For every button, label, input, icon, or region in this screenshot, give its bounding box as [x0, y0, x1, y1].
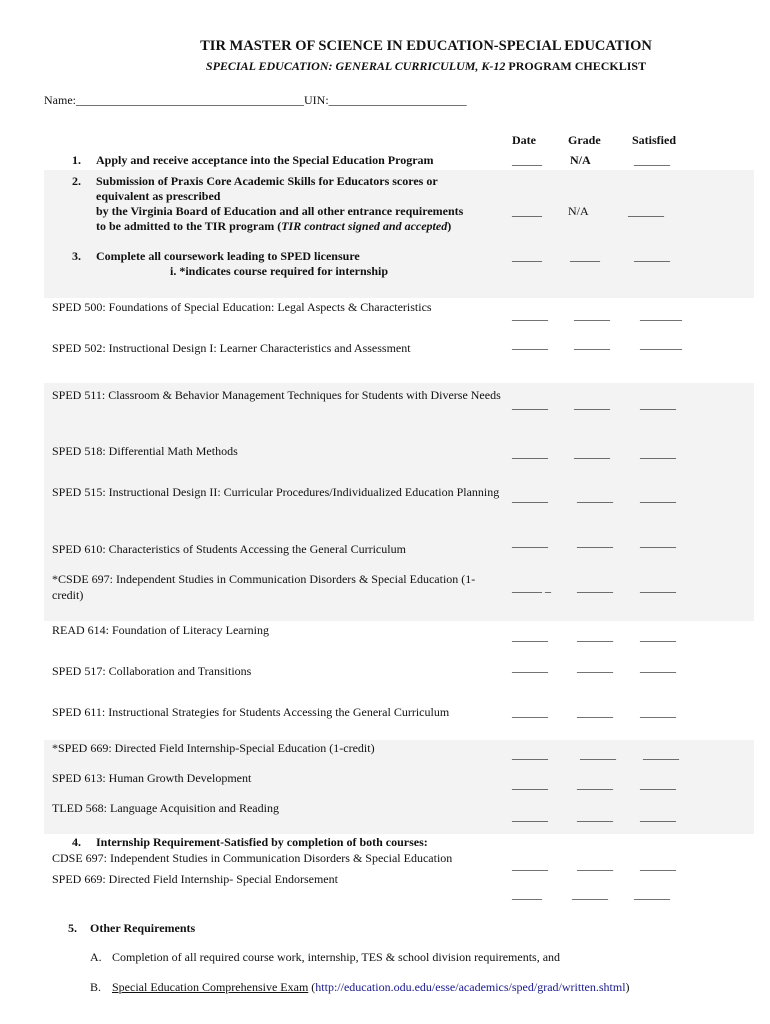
course-row-grade[interactable]: ______	[574, 397, 610, 411]
requirement-4-number: 4.	[72, 835, 81, 849]
internship-course-satisfied[interactable]: ______	[640, 858, 676, 872]
requirement-2	[72, 174, 463, 234]
comprehensive-exam-text: Special Education Comprehensive Exam	[112, 980, 309, 994]
internship-course-grade[interactable]: ______	[577, 858, 613, 872]
course-row-grade[interactable]: ______	[574, 308, 610, 322]
requirement-2-date[interactable]: _____	[512, 204, 542, 218]
column-header-satisfied: Satisfied	[632, 133, 677, 147]
course-row-date[interactable]: _____ _	[512, 580, 551, 594]
other-requirement-a	[90, 950, 560, 965]
course-row-text: SPED 500: Foundations of Special Education: Legal Aspects & Characteristics	[52, 300, 432, 314]
course-row-text: *SPED 669: Directed Field Internship-Special Education (1-credit)	[52, 741, 375, 755]
course-row-grade[interactable]: ______	[580, 747, 616, 761]
requirement-2-line1: Submission of Praxis Core Academic Skills for Educators scores or	[96, 174, 438, 188]
course-row-text: READ 614: Foundation of Literacy Learning	[52, 623, 269, 637]
course-row-satisfied[interactable]: ______	[640, 629, 676, 643]
course-row-satisfied[interactable]: ______	[640, 660, 676, 674]
requirement-2-line4: to be admitted to the TIR program (TIR contract signed and accepted)	[96, 219, 452, 233]
requirement-3-date[interactable]: _____	[512, 249, 542, 263]
comprehensive-exam-link[interactable]: http://education.odu.edu/esse/academics/sped/grad/written.shtml	[315, 980, 626, 994]
requirement-1	[72, 153, 434, 168]
requirement-1-date[interactable]: _____	[512, 153, 542, 167]
requirement-1-grade: N/A	[570, 153, 591, 167]
course-row-date[interactable]: ______	[512, 397, 548, 411]
requirement-1-text: Apply and receive acceptance into the Special Education Program	[96, 153, 434, 167]
other-requirement-a-text: Completion of all required course work, internship, TES & school division requirements, and	[112, 950, 561, 964]
requirement-4-text: Internship Requirement-Satisfied by completion of both courses:	[96, 835, 428, 849]
other-requirement-a-label: A.	[90, 950, 102, 964]
course-row-text: SPED 611: Instructional Strategies for Students Accessing the General Curriculum	[52, 705, 450, 719]
course-row-text: SPED 517: Collaboration and Transitions	[52, 664, 252, 678]
course-row-date[interactable]: ______	[512, 535, 548, 549]
column-header-date: Date	[512, 133, 536, 147]
course-row-date[interactable]: ______	[512, 308, 548, 322]
course-row-grade[interactable]: ______	[577, 705, 613, 719]
course-row-date[interactable]: ______	[512, 446, 548, 460]
course-row-date[interactable]: ______	[512, 629, 548, 643]
course-row-text: *CSDE 697: Independent Studies in Communication Disorders & Special Education (1-credit)	[52, 572, 476, 602]
course-row-satisfied[interactable]: ______	[640, 580, 676, 594]
course-row-satisfied[interactable]: ______	[640, 777, 676, 791]
subtitle-plain: PROGRAM CHECKLIST	[508, 59, 647, 73]
requirement-3-number: 3.	[72, 249, 81, 263]
requirement-1-number: 1.	[72, 153, 81, 167]
course-row-satisfied[interactable]: ______	[640, 809, 676, 823]
internship-course-text: CDSE 697: Independent Studies in Communication Disorders & Special Education	[52, 851, 453, 865]
course-row-satisfied[interactable]: ______	[640, 490, 676, 504]
course-row-date[interactable]: ______	[512, 337, 548, 351]
course-row-grade[interactable]: ______	[577, 660, 613, 674]
requirement-3-note: i. *indicates course required for internship	[170, 264, 389, 278]
course-row-grade[interactable]: ______	[577, 535, 613, 549]
course-row-date[interactable]: ______	[512, 490, 548, 504]
course-row-date[interactable]: ______	[512, 660, 548, 674]
requirement-1-satisfied[interactable]: ______	[634, 153, 670, 167]
internship-course-text: SPED 669: Directed Field Internship- Special Endorsement	[52, 872, 338, 886]
course-row-satisfied[interactable]: _______	[640, 308, 682, 322]
requirement-3	[72, 249, 388, 279]
course-row-grade[interactable]: ______	[577, 580, 613, 594]
column-header-grade: Grade	[568, 133, 601, 147]
internship-course-date[interactable]: _____	[512, 887, 542, 901]
course-row-date[interactable]: ______	[512, 747, 548, 761]
course-row-satisfied[interactable]: ______	[640, 446, 676, 460]
course-row-text: SPED 502: Instructional Design I: Learner Characteristics and Assessment	[52, 341, 411, 355]
internship-course-satisfied[interactable]: ______	[634, 887, 670, 901]
requirement-2-line2: equivalent as prescribed	[96, 189, 221, 203]
link-paren-open: (	[311, 980, 316, 994]
course-row-satisfied[interactable]: ______	[640, 705, 676, 719]
course-row-satisfied[interactable]: _______	[640, 337, 682, 351]
requirement-2-line3: by the Virginia Board of Education and all other entrance requirements	[96, 204, 464, 218]
internship-course-date[interactable]: ______	[512, 858, 548, 872]
subtitle-italic: SPECIAL EDUCATION: GENERAL CURRICULUM, K-12	[205, 59, 506, 73]
page-subtitle	[0, 59, 770, 74]
course-row-grade[interactable]: ______	[577, 809, 613, 823]
requirement-5-heading	[68, 921, 195, 936]
internship-course-grade[interactable]: ______	[572, 887, 608, 901]
requirement-2-satisfied[interactable]: ______	[628, 204, 664, 218]
other-requirement-b	[90, 980, 630, 995]
requirement-3-grade[interactable]: _____	[570, 249, 600, 263]
requirement-2-grade: N/A	[568, 204, 589, 218]
course-row-text: SPED 515: Instructional Design II: Curricular Procedures/Individualized Education Planning	[52, 485, 500, 499]
course-row-date[interactable]: ______	[512, 705, 548, 719]
course-row-text: SPED 613: Human Growth Development	[52, 771, 252, 785]
link-paren-close: )	[625, 980, 630, 994]
course-row-text: SPED 610: Characteristics of Students Accessing the General Curriculum	[52, 542, 406, 556]
requirement-3-text: Complete all coursework leading to SPED licensure	[96, 249, 360, 263]
course-row-grade[interactable]: ______	[577, 490, 613, 504]
course-row-satisfied[interactable]: ______	[643, 747, 679, 761]
course-row-text: SPED 518: Differential Math Methods	[52, 444, 238, 458]
page-title: TIR MASTER OF SCIENCE IN EDUCATION-SPECIAL EDUCATION	[200, 38, 652, 54]
requirement-3-satisfied[interactable]: ______	[634, 249, 670, 263]
course-row-grade[interactable]: ______	[574, 446, 610, 460]
course-row-satisfied[interactable]: ______	[640, 535, 676, 549]
requirement-2-number: 2.	[72, 174, 81, 188]
course-row-grade[interactable]: ______	[577, 629, 613, 643]
course-row-grade[interactable]: ______	[577, 777, 613, 791]
course-row-text: SPED 511: Classroom & Behavior Management Techniques for Students with Diverse Needs	[52, 388, 501, 402]
course-row-satisfied[interactable]: ______	[640, 397, 676, 411]
course-row-date[interactable]: ______	[512, 777, 548, 791]
requirement-5-number: 5.	[68, 921, 77, 935]
requirement-4-heading	[72, 835, 428, 850]
name-uin-line[interactable]: Name:______________________________________UIN:_______________________	[44, 93, 467, 107]
course-row-grade[interactable]: ______	[574, 337, 610, 351]
course-row-date[interactable]: ______	[512, 809, 548, 823]
course-row-text: TLED 568: Language Acquisition and Reading	[52, 801, 279, 815]
other-requirement-b-label: B.	[90, 980, 102, 994]
requirement-5-text: Other Requirements	[90, 921, 196, 935]
